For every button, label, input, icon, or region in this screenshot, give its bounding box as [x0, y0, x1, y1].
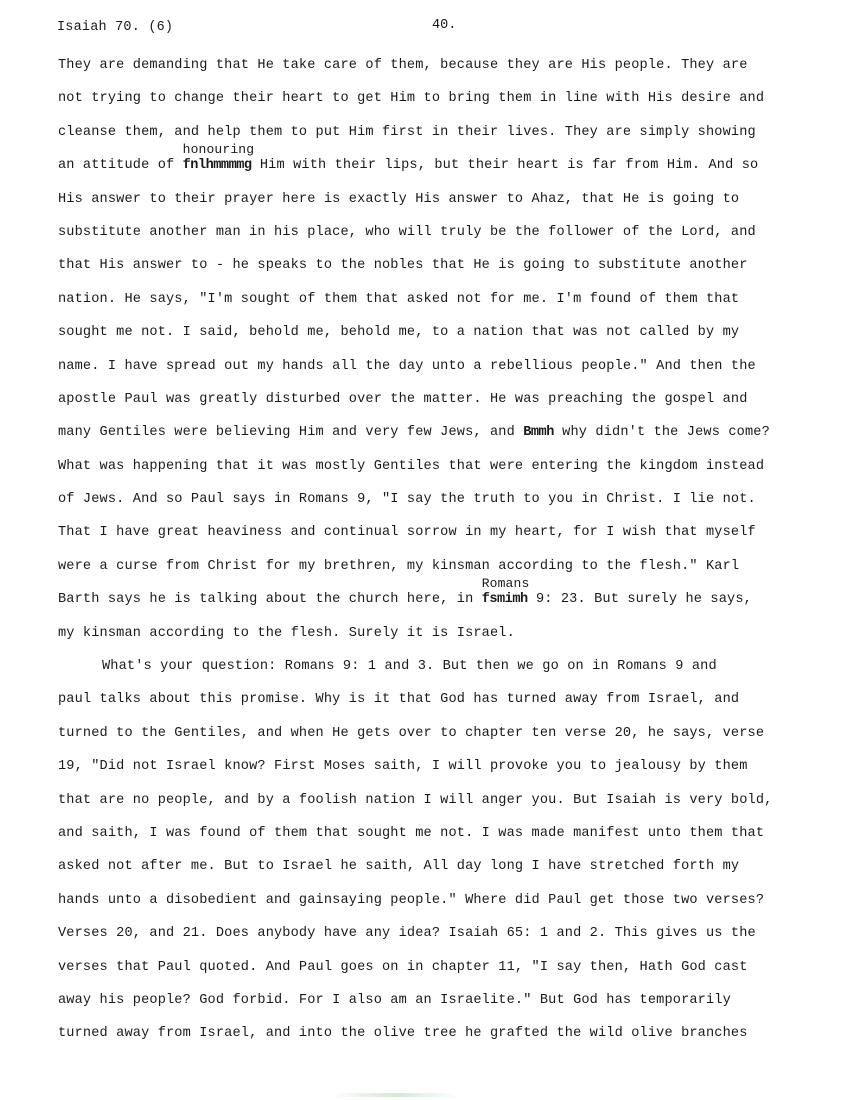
correction-group [182, 142, 255, 174]
text-line: sought me not. I said, behold me, behold me, to a nation that was not called by my [58, 325, 740, 341]
text-segment: Him with their lips, but their heart is far from Him. And so [251, 158, 759, 174]
struck-word: fnlhmmmmg [182, 158, 252, 174]
text-segment: 9: 23. But surely he says, [527, 592, 752, 608]
text-line: of Jews. And so Paul says in Romans 9, "I say the truth to you in Christ. I lie not. [58, 492, 756, 508]
text-line: His answer to their prayer here is exactly His answer to Ahaz, that He is going to [58, 191, 740, 207]
text-line: verses that Paul quoted. And Paul goes on in chapter 11, "I say then, Hath God cast [58, 959, 748, 975]
text-line: my kinsman according to the flesh. Surely it is Israel. [58, 625, 515, 641]
inserted-correction: Romans [481, 576, 530, 592]
text-line: were a curse from Christ for my brethren, my kinsman according to the flesh." Karl [58, 558, 740, 574]
text-line: and saith, I was found of them that sought me not. I was made manifest unto them that [58, 825, 765, 841]
text-line: asked not after me. But to Israel he saith, All day long I have stretched forth my [58, 859, 740, 875]
text-line: paul talks about this promise. Why is it that God has turned away from Israel, and [58, 692, 740, 708]
text-line [58, 142, 798, 182]
text-line [58, 416, 798, 449]
scan-artifact [330, 1093, 460, 1097]
text-line: turned to the Gentiles, and when He gets over to chapter ten verse 20, he says, verse [58, 725, 765, 741]
text-line: cleanse them, and help them to put Him first in their lives. They are simply showing [58, 124, 756, 140]
text-line: What was happening that it was mostly Gentiles that were entering the kingdom instead [58, 458, 765, 474]
struck-word: fsmimh [481, 592, 528, 608]
text-line: that are no people, and by a foolish nation I will anger you. But Isaiah is very bold, [58, 792, 773, 808]
text-segment: why didn't the Jews come? [553, 425, 770, 441]
struck-word: Bmmh [523, 425, 554, 441]
text-line: That I have great heaviness and continual sorrow in my heart, for I wish that myself [58, 525, 756, 541]
text-line: not trying to change their heart to get Him to bring them in line with His desire and [58, 91, 765, 107]
text-line: substitute another man in his place, who will truly be the follower of the Lord, and [58, 224, 756, 240]
page-number: 40. [432, 18, 457, 33]
text-line: nation. He says, "I'm sought of them that asked not for me. I'm found of them that [58, 291, 740, 307]
text-line: Verses 20, and 21. Does anybody have any idea? Isaiah 65: 1 and 2. This gives us the [58, 926, 756, 942]
text-line: apostle Paul was greatly disturbed over the matter. He was preaching the gospel and [58, 391, 748, 407]
text-line: They are demanding that He take care of them, because they are His people. They are [58, 58, 748, 73]
running-header: Isaiah 70. (6) [57, 20, 174, 35]
text-segment: Barth says he is talking about the church here, in [58, 592, 482, 608]
text-line: name. I have spread out my hands all the day unto a rebellious people." And then the [58, 358, 756, 374]
text-line: 19, "Did not Israel know? First Moses saith, I will provoke you to jealousy by them [58, 759, 748, 775]
text-line: hands unto a disobedient and gainsaying people." Where did Paul get those two verses? [58, 892, 765, 908]
text-line: that His answer to - he speaks to the nobles that He is going to substitute another [58, 258, 748, 274]
text-line-paragraph-start: What's your question: Romans 9: 1 and 3. But then we go on in Romans 9 and [102, 659, 717, 675]
inserted-correction: honouring [182, 142, 255, 158]
text-segment: an attitude of [58, 158, 183, 174]
text-line: away his people? God forbid. For I also am an Israelite." But God has temporarily [58, 992, 731, 1008]
correction-group [481, 576, 530, 608]
body-text [58, 49, 798, 1051]
text-line [58, 576, 798, 616]
text-segment: many Gentiles were believing Him and very few Jews, and [58, 425, 524, 441]
text-line: turned away from Israel, and into the olive tree he grafted the wild olive branches [58, 1026, 748, 1042]
